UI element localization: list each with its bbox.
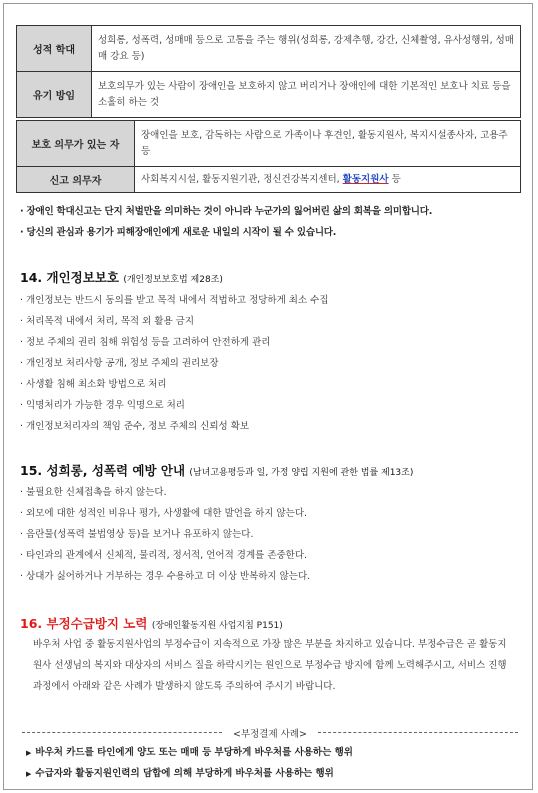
list-item: · 상대가 싫어하거나 거부하는 경우 수용하고 더 이상 반복하지 않는다. bbox=[20, 566, 310, 587]
list-item bbox=[26, 763, 353, 784]
triangle-bullet-icon: ▶ bbox=[26, 749, 32, 757]
case-text: 바우처 카드를 타인에게 양도 또는 매매 등 부당하게 바우처를 사용하는 행위 bbox=[35, 747, 353, 758]
list-item: · 처리목적 내에서 처리, 목적 외 활용 금지 bbox=[20, 311, 329, 332]
list-item: · 개인정보처리자의 책임 준수, 정보 주체의 신뢰성 확보 bbox=[20, 416, 329, 437]
dashed-rule bbox=[318, 732, 518, 733]
fraud-case-list bbox=[26, 742, 353, 784]
list-item: · 외모에 대한 성적인 비유나 평가, 사생활에 대한 발언을 하지 않는다. bbox=[20, 503, 310, 524]
row-label: 유기 방임 bbox=[17, 72, 92, 118]
note-line: · 장애인 학대신고는 단지 처벌만을 의미하는 것이 아니라 누군가의 잃어버린 삶의 회복을 의미합니다. bbox=[20, 206, 433, 217]
table-row bbox=[17, 121, 521, 167]
table-row bbox=[17, 72, 521, 118]
section-heading bbox=[20, 461, 413, 479]
section-heading bbox=[20, 614, 283, 632]
section-heading bbox=[20, 268, 223, 286]
reporter-text: 사회복지시설, 활동지원기관, 정신건강복지센터, bbox=[141, 173, 343, 185]
reporter-text-suffix: 등 bbox=[388, 173, 401, 185]
section-title: 14. 개인정보보호 bbox=[20, 270, 119, 285]
row-text bbox=[135, 167, 521, 193]
list-item: · 개인정보는 반드시 동의를 받고 목적 내에서 적법하고 정당하게 최소 수집 bbox=[20, 290, 329, 311]
section-title: 15. 성희롱, 성폭력 예방 안내 bbox=[20, 463, 186, 478]
section-subtitle: (장애인활동지원 사업지침 P151) bbox=[151, 621, 283, 631]
table-row bbox=[17, 167, 521, 193]
row-text: 보호의무가 있는 사람이 장애인을 보호하지 않고 버리거나 장애인에 대한 기본적인 보호나 치료 등을 소홀히 하는 것 bbox=[92, 72, 521, 118]
section-title: 16. 부정수급방지 노력 bbox=[20, 616, 148, 631]
list-item: · 사생활 침해 최소화 방법으로 처리 bbox=[20, 374, 329, 395]
row-label: 성적 학대 bbox=[17, 26, 92, 72]
list-item: · 불필요한 신체접촉을 하지 않는다. bbox=[20, 482, 310, 503]
highlighted-term: 활동지원사 bbox=[342, 173, 389, 185]
triangle-bullet-icon: ▶ bbox=[26, 770, 32, 778]
harassment-list bbox=[20, 482, 310, 587]
dashed-rule bbox=[22, 732, 222, 733]
abuse-type-table bbox=[16, 25, 521, 118]
list-item: · 타인과의 관계에서 신체적, 물리적, 정서적, 언어적 경계를 존중한다. bbox=[20, 545, 310, 566]
fraud-paragraph: 바우처 사업 중 활동지원사업의 부정수급이 지속적으로 가장 많은 부분을 차지하고 있습니다. 부정수급은 곧 활동지원사 선생님의 복지와 대상자의 서비스 질을 하락시키는 원인으로 부정수급 방지에 함께 노력해주시고, 서비스 진행과정에서 아래와 같은 사례가 발생하지 않도록 주의하여 주시기 바랍니다. bbox=[33, 639, 507, 692]
row-label: 신고 의무자 bbox=[17, 167, 135, 193]
privacy-list bbox=[20, 290, 329, 437]
section-subtitle: (남녀고용평등과 일, 가정 양립 지원에 관한 법률 제13조) bbox=[189, 468, 414, 478]
list-item: · 음란물(성폭력 불법영상 등)을 보거나 유포하지 않는다. bbox=[20, 524, 310, 545]
row-label: 보호 의무가 있는 자 bbox=[17, 121, 135, 167]
table-row bbox=[17, 26, 521, 72]
list-item: · 개인정보 처리사항 공개, 정보 주체의 권리보장 bbox=[20, 353, 329, 374]
separator bbox=[22, 726, 518, 738]
row-text: 장애인을 보호, 감독하는 사람으로 가족이나 후견인, 활동지원사, 복지시설종사자, 고용주 등 bbox=[135, 121, 521, 167]
section-subtitle: (개인정보보호법 제28조) bbox=[123, 275, 223, 285]
case-text: 수급자와 활동지원인력의 담합에 의해 부당하게 바우처를 사용하는 행위 bbox=[35, 768, 334, 779]
duty-table bbox=[16, 120, 521, 193]
separator-label: <부정결제 사례> bbox=[222, 726, 318, 740]
note-line: · 당신의 관심과 용기가 피해장애인에게 새로운 내일의 시작이 될 수 있습니다. bbox=[20, 227, 337, 238]
list-item bbox=[26, 742, 353, 763]
row-text: 성희롱, 성폭력, 성매매 등으로 고통을 주는 행위(성희롱, 강제추행, 강간, 신체촬영, 유사성행위, 성매매 강요 등) bbox=[92, 26, 521, 72]
list-item: · 익명처리가 가능한 경우 익명으로 처리 bbox=[20, 395, 329, 416]
list-item: · 정보 주체의 권리 침해 위험성 등을 고려하여 안전하게 관리 bbox=[20, 332, 329, 353]
